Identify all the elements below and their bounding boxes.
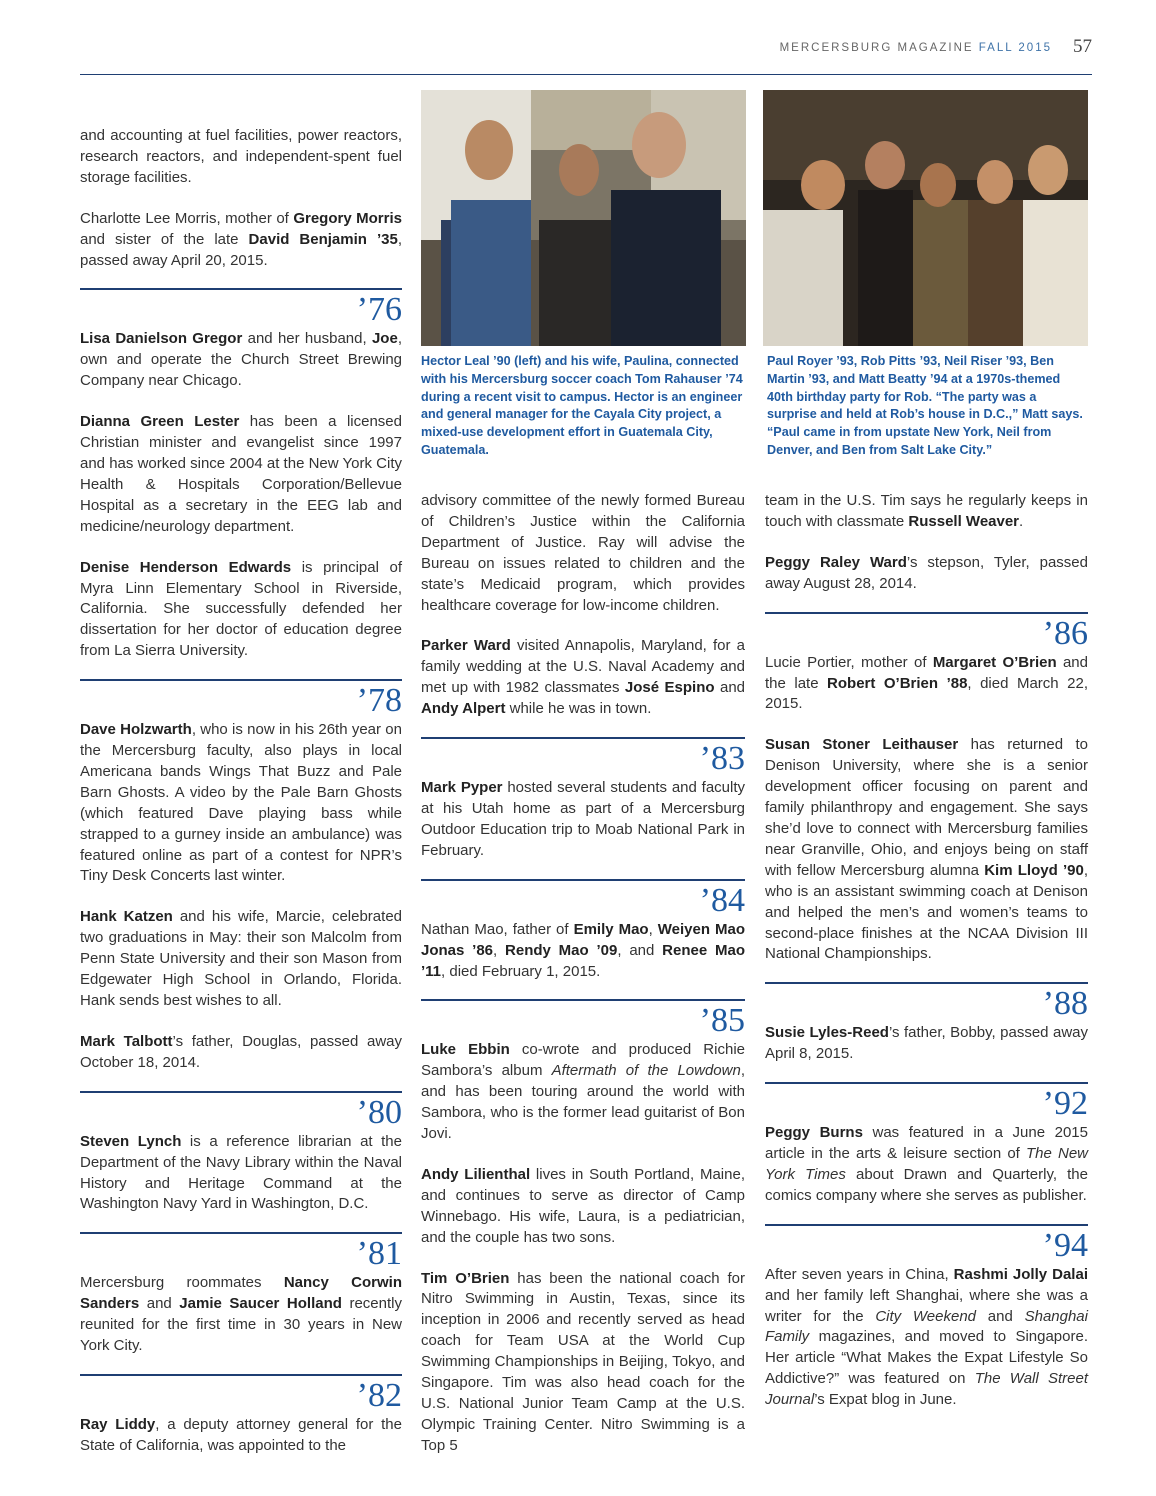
text-paragraph: Peggy Burns was featured in a June 2015 article in the arts & leisure section of The New York Times about Drawn and Quarterly, the comics company where she serves as publisher. <box>765 1124 1088 1204</box>
class-year-heading: ’88 <box>765 982 1088 1023</box>
class-year-heading: ’82 <box>80 1374 402 1415</box>
column-2 <box>421 491 745 1457</box>
photo-caption: Hector Leal ’90 (left) and his wife, Paulina, connected with his Mercersburg soccer coach Tom Rahauser ’74 during a recent visit to campus. Hector is an engineer and general manager for the Cayala City project, a mixed-use development effort in Guatemala City, Guatemala. <box>421 354 743 457</box>
class-year-heading: ’94 <box>765 1224 1088 1265</box>
class-year-heading: ’83 <box>421 737 745 778</box>
photo-hector-leal <box>421 90 746 346</box>
column-3 <box>765 491 1088 1411</box>
text-paragraph: Parker Ward visited Annapolis, Maryland, for a family wedding at the U.S. Naval Academy and met up with 1982 classmates José Espino and Andy Alpert while he was in town. <box>421 637 746 718</box>
text-paragraph: Hank Katzen and his wife, Marcie, celebrated two graduations in May: their son Malcolm from Penn State University and their son Mason from Edgewater High School in Orlando, Florida. Hank sends best wishes to all. <box>80 908 402 1009</box>
text-paragraph: Peggy Raley Ward’s stepson, Tyler, passed away August 28, 2014. <box>765 553 1088 592</box>
text-paragraph: Dave Holzwarth, who is now in his 26th year on the Mercersburg faculty, also plays in local Americana bands Wings That Buzz and Pale Barn Ghosts. A video by the Pale Barn Ghosts (which featured Dave playing bass while strapped to a gurney inside an ambulance) was featured online as part of a contest for NPR’s Tiny Desk Concerts last winter. <box>80 721 402 885</box>
text-paragraph: Mercersburg roommates Nancy Corwin Sanders and Jamie Saucer Holland recently reunited for the first time in 30 years in New York City. <box>80 1274 402 1355</box>
text-paragraph: Ray Liddy, a deputy attorney general for the State of California, was appointed to the <box>80 1415 402 1454</box>
text-paragraph: Mark Pyper hosted several students and faculty at his Utah home as part of a Mercersburg Outdoor Education trip to Moab National Park in February. <box>421 779 746 859</box>
text-paragraph: Nathan Mao, father of Emily Mao, Weiyen Mao Jonas ’86, Rendy Mao ’09, and Renee Mao ’11, died February 1, 2015. <box>421 920 746 980</box>
text-paragraph: Dianna Green Lester has been a licensed Christian minister and evangelist since 1997 and has worked since 2004 at the New York City Health & Hospitals Corporation/Bellevue Hospital as a secretary in the EEG lab and medicine/neurology department. <box>80 413 402 535</box>
text-paragraph: After seven years in China, Rashmi Jolly Dalai and her family left Shanghai, where she was a writer for the City Weekend and Shanghai Family magazines, and moved to Singapore. Her article “What Makes the Expat Lifestyle So Addictive?” was featured on The Wall Street Journal’s Expat blog in June. <box>765 1265 1088 1409</box>
page-header <box>80 38 1092 75</box>
text-paragraph: team in the U.S. Tim says he regularly keeps in touch with classmate Russell Weaver. <box>765 492 1088 530</box>
text-paragraph: Susan Stoner Leithauser has returned to Denison University, where she is a senior development officer focusing on parent and family philanthropy and engagement. She says she’d love to connect with Mercersburg families near Granville, Ohio, and enjoys being on staff with fellow Mercersburg alumna Kim Lloyd ’90, who is an assistant swimming coach at Denison and helped the men’s and women’s teams to second-place finishes at the NCAA Division III National Championships. <box>765 736 1088 963</box>
class-year-heading: ’80 <box>80 1091 402 1132</box>
text-paragraph: Steven Lynch is a reference librarian at the Department of the Navy Library within the Naval History and Heritage Command at the Washington Navy Yard in Washington, D.C. <box>80 1132 402 1213</box>
column-1 <box>80 126 402 1457</box>
text-paragraph: Luke Ebbin co-wrote and produced Richie Sambora’s album Aftermath of the Lowdown, and has been touring around the world with Sambora, who is the former lead guitarist of Bon Jovi. <box>421 1041 745 1143</box>
class-year-heading: ’92 <box>765 1082 1088 1123</box>
photo-illustration <box>421 90 746 346</box>
class-year-heading: ’85 <box>421 999 745 1040</box>
text-paragraph: Lisa Danielson Gregor and her husband, Joe, own and operate the Church Street Brewing Company near Chicago. <box>80 330 402 390</box>
text-paragraph: Lucie Portier, mother of Margaret O’Brien and the late Robert O’Brien ’88, died March 22, 2015. <box>765 653 1088 713</box>
text-paragraph: advisory committee of the newly formed Bureau of Children’s Justice within the California Department of Justice. Ray will advise the Bureau on issues related to children and the state’s Medicaid program, which provides healthcare coverage for low-income children. <box>421 492 745 614</box>
magazine-name: MERCERSBURG MAGAZINE <box>779 42 974 54</box>
photo-caption: Paul Royer ’93, Rob Pitts ’93, Neil Riser ’93, Ben Martin ’93, and Matt Beatty ’94 at a 1970s-themed 40th birthday party for Rob. “The party was a surprise and held at Rob’s house in D.C.,” Matt says. “Paul came in from upstate New York, Neil from Denver, and Ben from Salt Lake City.” <box>767 354 1083 457</box>
text-paragraph: Tim O’Brien has been the national coach for Nitro Swimming in Austin, Texas, since its inception in 2006 and recently served as head coach for Team USA at the World Cup Swimming Championships in Beijing, Tokyo, and Singapore. Tim was also head coach for the U.S. National Junior Team Camp at the U.S. Olympic Training Center. Nitro Swimming is a Top 5 <box>421 1269 745 1454</box>
class-year-heading: ’86 <box>765 612 1088 653</box>
issue-season: FALL 2015 <box>978 42 1052 54</box>
class-year-heading: ’76 <box>80 288 402 329</box>
magazine-title <box>780 42 1052 54</box>
class-year-heading: ’81 <box>80 1232 402 1273</box>
text-paragraph: Mark Talbott’s father, Douglas, passed away October 18, 2014. <box>80 1032 402 1071</box>
photo-birthday-party <box>763 90 1088 346</box>
text-paragraph: and accounting at fuel facilities, power reactors, research reactors, and independent-spent fuel storage facilities. <box>80 127 402 186</box>
photo-illustration <box>763 90 1088 346</box>
text-paragraph: Susie Lyles-Reed’s father, Bobby, passed away April 8, 2015. <box>765 1024 1088 1063</box>
class-year-heading: ’84 <box>421 879 745 920</box>
page-number: 57 <box>1073 36 1092 57</box>
text-paragraph: Denise Henderson Edwards is principal of Myra Linn Elementary School in Riverside, California. She successfully defended her dissertation for her doctor of education degree from La Sierra University. <box>80 558 402 660</box>
text-paragraph: Andy Lilienthal lives in South Portland, Maine, and continues to serve as director of Camp Winnebago. His wife, Laura, is a pediatrician, and the couple has two sons. <box>421 1165 745 1246</box>
class-year-heading: ’78 <box>80 679 402 720</box>
text-paragraph: Charlotte Lee Morris, mother of Gregory Morris and sister of the late David Benjamin ’35, passed away April 20, 2015. <box>80 209 402 269</box>
